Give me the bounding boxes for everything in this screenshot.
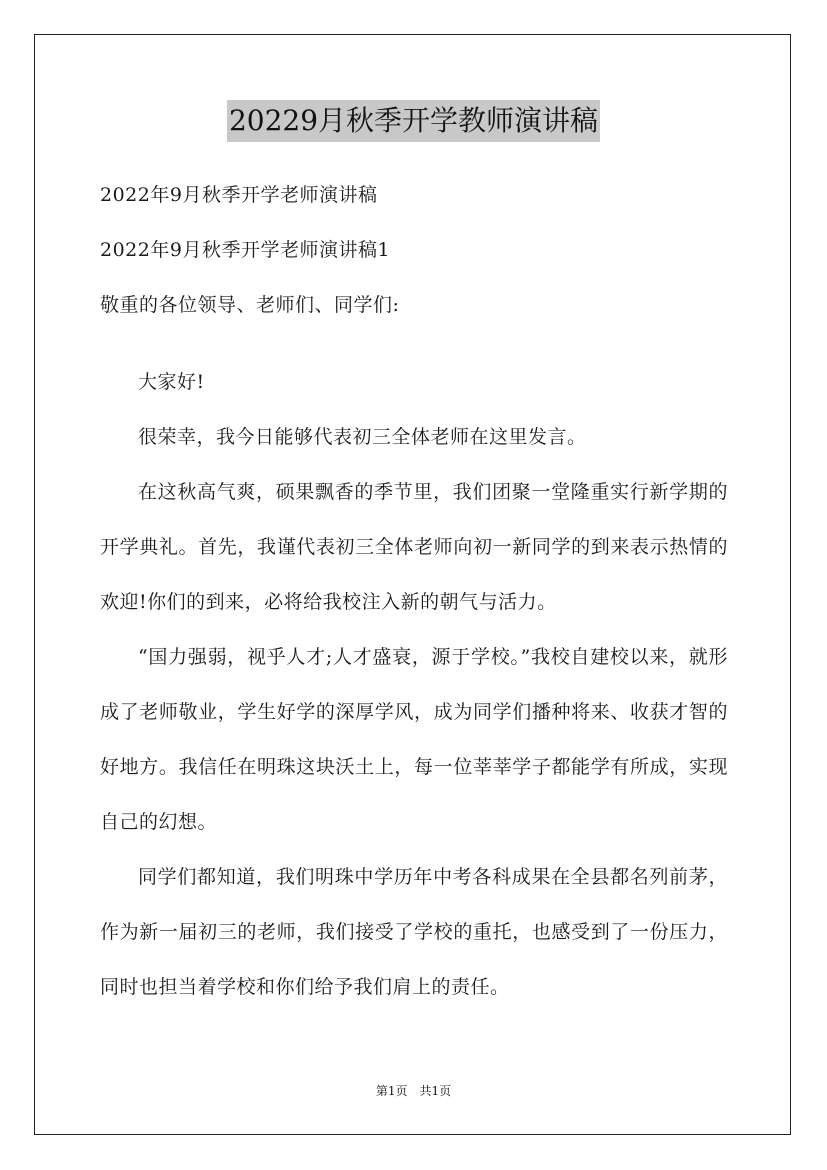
title-container — [0, 100, 827, 142]
body-paragraph: “国力强弱，视乎人才;人才盛衰，源于学校。”我校自建校以来，就形成了老师敬业，学生好学的深厚学风，成为同学们播种将来、收获才智的好地方。我信任在明珠这块沃土上，每一位莘莘学子都能学有所成，实现自己的幻想。 — [100, 646, 728, 833]
body-paragraph: 在这秋高气爽，硕果飘香的季节里，我们团聚一堂隆重实行新学期的开学典礼。首先，我谨代表初三全体老师向初一新同学的到来表示热情的欢迎!你们的到来，必将给我校注入新的朝气与活力。 — [100, 481, 728, 613]
salutation-line: 敬重的各位领导、老师们、同学们: — [100, 294, 400, 316]
body-paragraph: 同学们都知道，我们明珠中学历年中考各科成果在全县都名列前茅，作为新一届初三的老师，我们接受了学校的重托，也感受到了一份压力，同时也担当着学校和你们给予我们肩上的责任。 — [100, 866, 728, 998]
spacer — [100, 333, 728, 355]
body-paragraph: 大家好! — [138, 371, 205, 393]
heading-line: 2022年9月秋季开学老师演讲稿1 — [100, 239, 391, 261]
document-body — [100, 168, 728, 1015]
page-number: 第1页 共1页 — [375, 1084, 452, 1098]
heading-line: 2022年9月秋季开学老师演讲稿 — [100, 184, 378, 206]
document-title: 20229月秋季开学教师演讲稿 — [227, 100, 600, 142]
body-paragraph: 很荣幸，我今日能够代表初三全体老师在这里发言。 — [138, 426, 587, 448]
